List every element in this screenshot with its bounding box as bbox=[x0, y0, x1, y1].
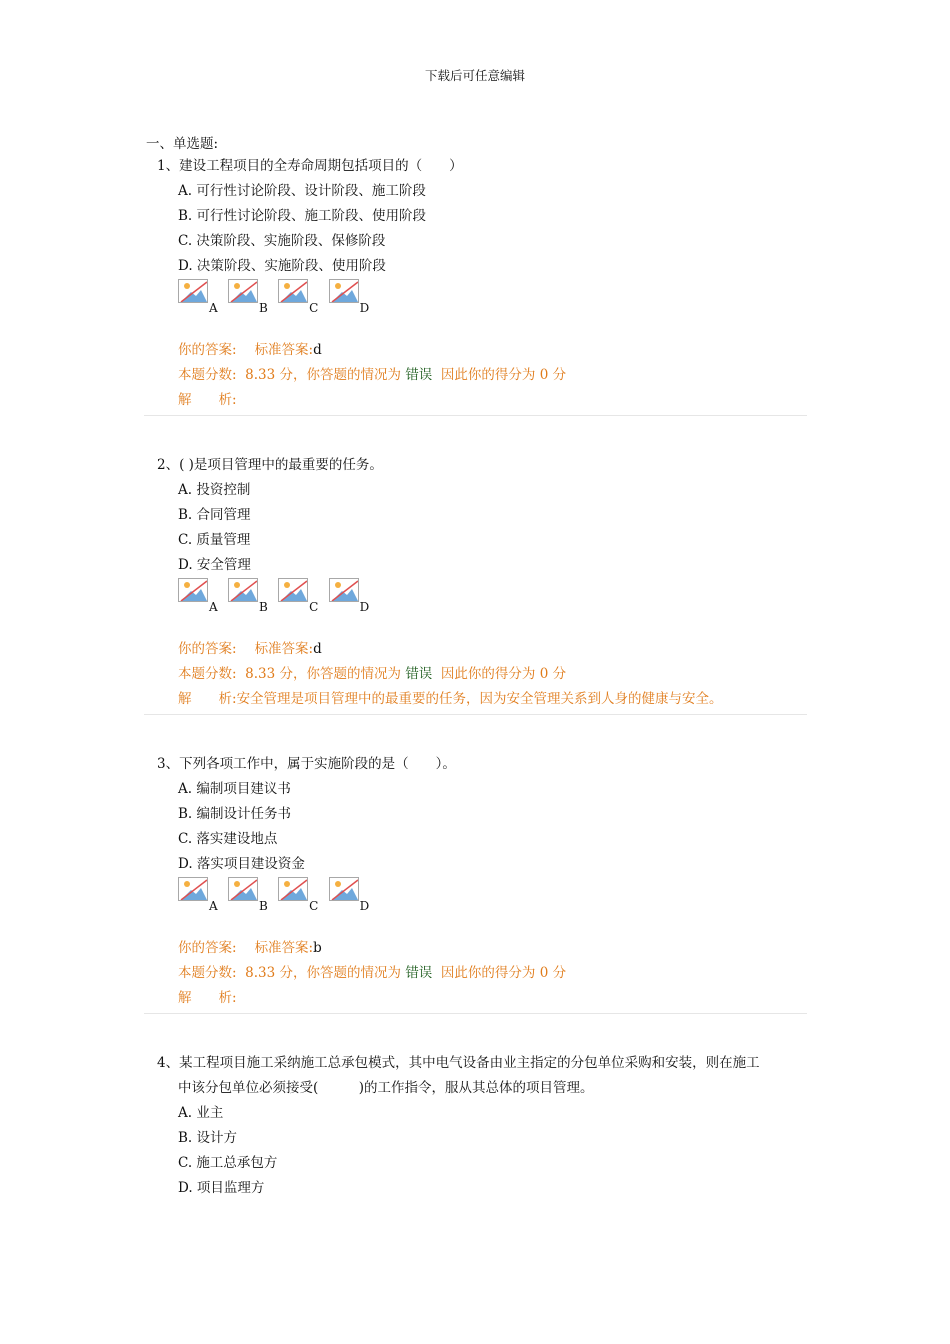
option-a: A. 可行性讨论阶段、设计阶段、施工阶段 bbox=[178, 183, 426, 199]
broken-image-icon[interactable] bbox=[329, 279, 359, 303]
choice-d[interactable] bbox=[329, 877, 370, 913]
choice-b[interactable] bbox=[228, 279, 268, 315]
analysis-text: 安全管理是项目管理中的最重要的任务，因为安全管理关系到人身的健康与安全。 bbox=[236, 691, 723, 707]
question-4 bbox=[157, 1051, 807, 1201]
choice-label: B bbox=[258, 301, 268, 315]
score-tail: 因此你的得分为 0 分 bbox=[440, 965, 567, 981]
choice-label: D bbox=[359, 600, 370, 614]
score-tail: 因此你的得分为 0 分 bbox=[440, 367, 567, 383]
option-c: C. 落实建设地点 bbox=[178, 831, 278, 847]
choice-label: C bbox=[309, 301, 319, 315]
result-text: 错误 bbox=[405, 666, 433, 682]
result-text: 错误 bbox=[405, 367, 433, 383]
choice-label: B bbox=[258, 899, 268, 913]
question-text: 某工程项目施工采纳施工总承包模式，其中电气设备由业主指定的分包单位采购和安装，则在施工 bbox=[179, 1055, 760, 1071]
feedback-block bbox=[178, 338, 807, 413]
options-list bbox=[178, 478, 807, 578]
analysis-label: 解 析: bbox=[178, 691, 237, 707]
choice-label: D bbox=[359, 899, 370, 913]
divider bbox=[144, 415, 807, 416]
question-text: 下列各项工作中，属于实施阶段的是（ ）。 bbox=[179, 756, 456, 772]
choice-b[interactable] bbox=[228, 877, 268, 913]
broken-image-icon[interactable] bbox=[329, 578, 359, 602]
choice-label: A bbox=[209, 899, 218, 913]
question-text: ( )是项目管理中的最重要的任务。 bbox=[179, 457, 383, 473]
section-title: 一、单选题: bbox=[146, 136, 219, 152]
divider bbox=[144, 1013, 807, 1014]
option-d: D. 安全管理 bbox=[178, 557, 251, 573]
question-text: 建设工程项目的全寿命周期包括项目的（ ） bbox=[179, 158, 463, 174]
choice-a[interactable] bbox=[178, 279, 218, 315]
broken-image-icon[interactable] bbox=[278, 877, 308, 901]
broken-image-icon[interactable] bbox=[278, 279, 308, 303]
option-b: B. 编制设计任务书 bbox=[178, 806, 292, 822]
option-d: D. 决策阶段、实施阶段、使用阶段 bbox=[178, 258, 386, 274]
broken-image-icon[interactable] bbox=[228, 877, 258, 901]
question-number: 4、 bbox=[157, 1055, 180, 1071]
choice-label: C bbox=[309, 899, 319, 913]
standard-answer-label: 标准答案: bbox=[254, 342, 314, 358]
answer-choices bbox=[178, 877, 807, 913]
broken-image-icon[interactable] bbox=[329, 877, 359, 901]
score-label: 本题分数: bbox=[178, 965, 237, 981]
option-a: A. 编制项目建议书 bbox=[178, 781, 291, 797]
choice-label: C bbox=[309, 600, 319, 614]
broken-image-icon[interactable] bbox=[228, 279, 258, 303]
your-answer-label: 你的答案: bbox=[178, 940, 237, 956]
broken-image-icon[interactable] bbox=[228, 578, 258, 602]
choice-c[interactable] bbox=[278, 578, 319, 614]
standard-answer-label: 标准答案: bbox=[254, 940, 314, 956]
feedback-block bbox=[178, 637, 807, 712]
choice-c[interactable] bbox=[278, 279, 319, 315]
choice-label: A bbox=[209, 600, 218, 614]
question-number: 2、 bbox=[157, 457, 180, 473]
choice-d[interactable] bbox=[329, 279, 370, 315]
question-1 bbox=[157, 154, 807, 416]
choice-d[interactable] bbox=[329, 578, 370, 614]
question-2 bbox=[157, 453, 807, 715]
standard-answer: d bbox=[313, 342, 322, 358]
feedback-block bbox=[178, 936, 807, 1011]
option-a: A. 业主 bbox=[178, 1105, 224, 1121]
option-c: C. 决策阶段、实施阶段、保修阶段 bbox=[178, 233, 386, 249]
question-number: 1、 bbox=[157, 158, 180, 174]
broken-image-icon[interactable] bbox=[178, 877, 208, 901]
analysis-label: 解 析: bbox=[178, 392, 237, 408]
choice-c[interactable] bbox=[278, 877, 319, 913]
score-label: 本题分数: bbox=[178, 367, 237, 383]
option-d: D. 落实项目建设资金 bbox=[178, 856, 305, 872]
divider bbox=[144, 714, 807, 715]
question-number: 3、 bbox=[157, 756, 180, 772]
standard-answer: b bbox=[313, 940, 322, 956]
question-3 bbox=[157, 752, 807, 1014]
score-text: 8.33 分，你答题的情况为 bbox=[245, 666, 402, 682]
broken-image-icon[interactable] bbox=[278, 578, 308, 602]
options-list bbox=[178, 1101, 807, 1201]
options-list bbox=[178, 179, 807, 279]
standard-answer-label: 标准答案: bbox=[254, 641, 314, 657]
option-d: D. 项目监理方 bbox=[178, 1180, 265, 1196]
choice-b[interactable] bbox=[228, 578, 268, 614]
options-list bbox=[178, 777, 807, 877]
standard-answer: d bbox=[313, 641, 322, 657]
your-answer-label: 你的答案: bbox=[178, 342, 237, 358]
score-tail: 因此你的得分为 0 分 bbox=[440, 666, 567, 682]
analysis-label: 解 析: bbox=[178, 990, 237, 1006]
choice-a[interactable] bbox=[178, 877, 218, 913]
page-header: 下载后可任意编辑 bbox=[424, 68, 525, 83]
broken-image-icon[interactable] bbox=[178, 578, 208, 602]
option-b: B. 合同管理 bbox=[178, 507, 251, 523]
answer-choices bbox=[178, 279, 807, 315]
your-answer-label: 你的答案: bbox=[178, 641, 237, 657]
choice-label: B bbox=[258, 600, 268, 614]
score-label: 本题分数: bbox=[178, 666, 237, 682]
answer-choices bbox=[178, 578, 807, 614]
option-b: B. 设计方 bbox=[178, 1130, 238, 1146]
option-a: A. 投资控制 bbox=[178, 482, 251, 498]
score-text: 8.33 分，你答题的情况为 bbox=[245, 965, 402, 981]
score-text: 8.33 分，你答题的情况为 bbox=[245, 367, 402, 383]
choice-a[interactable] bbox=[178, 578, 218, 614]
option-c: C. 质量管理 bbox=[178, 532, 251, 548]
broken-image-icon[interactable] bbox=[178, 279, 208, 303]
choice-label: D bbox=[359, 301, 370, 315]
question-text-line2: 中该分包单位必须接受( )的工作指令，服从其总体的项目管理。 bbox=[178, 1080, 594, 1096]
option-c: C. 施工总承包方 bbox=[178, 1155, 278, 1171]
result-text: 错误 bbox=[405, 965, 433, 981]
choice-label: A bbox=[209, 301, 218, 315]
option-b: B. 可行性讨论阶段、施工阶段、使用阶段 bbox=[178, 208, 427, 224]
